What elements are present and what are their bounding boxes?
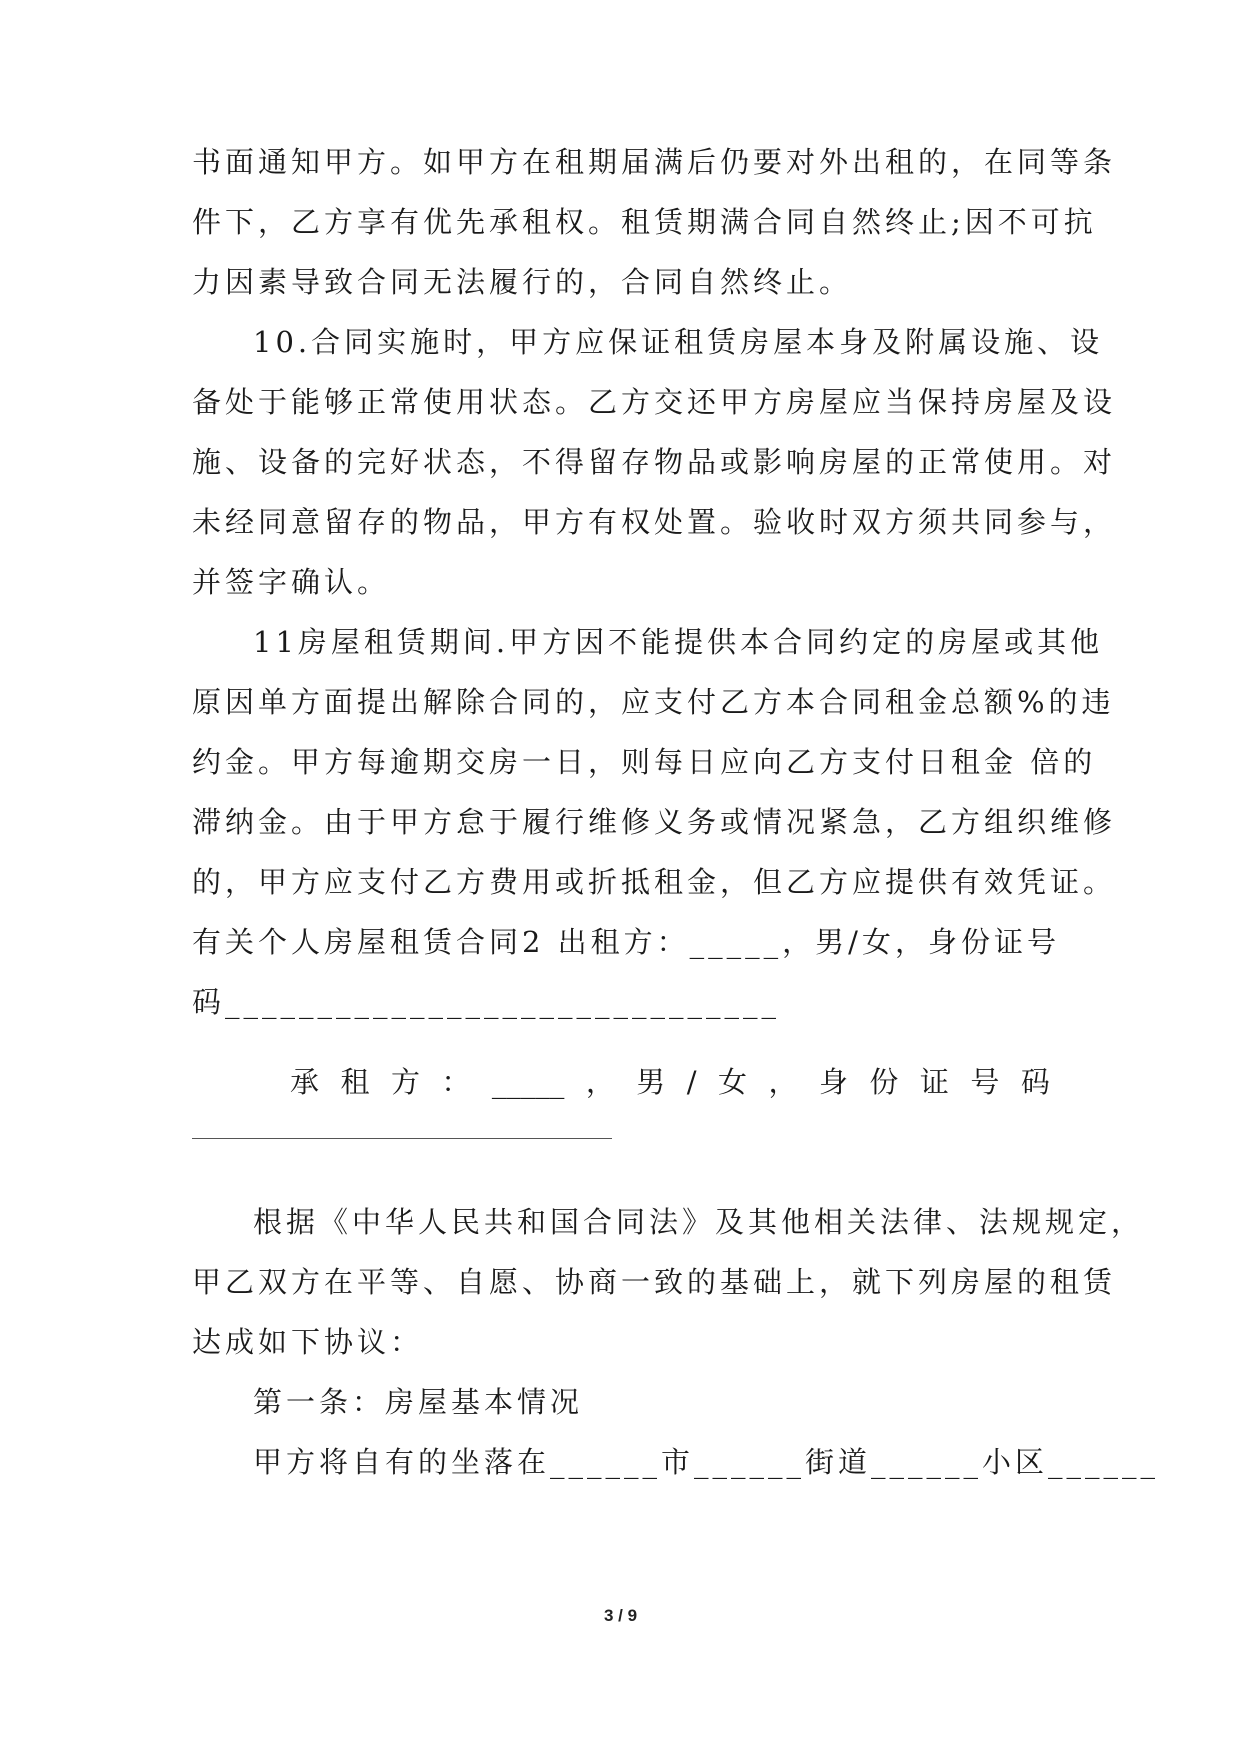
lessee-part: 证 xyxy=(919,1065,949,1099)
intro-line-2: 甲乙双方在平等、自愿、协商一致的基础上，就下列房屋的租赁 xyxy=(192,1265,1117,1299)
paragraph-11-line-1: 11房屋租赁期间.甲方因不能提供本合同约定的房屋或其他 xyxy=(253,625,1104,659)
lessee-part: 码 xyxy=(1020,1065,1050,1099)
paragraph-11-line-5: 的，甲方应支付乙方费用或折抵租金，但乙方应提供有效凭证。 xyxy=(192,865,1117,899)
lessee-part: 号 xyxy=(970,1065,1000,1099)
paragraph-10-line-1: 10.合同实施时，甲方应保证租赁房屋本身及附属设施、设 xyxy=(253,325,1104,359)
intro-line-3: 达成如下协议： xyxy=(192,1325,424,1359)
lessee-name-blank: _____ xyxy=(491,1065,565,1099)
lessee-part: 方 xyxy=(390,1065,420,1099)
lessee-id-blank-line xyxy=(192,1138,612,1139)
paragraph-10-line-3: 施、设备的完好状态，不得留存物品或影响房屋的正常使用。对 xyxy=(192,445,1117,479)
page-number: 3 / 9 xyxy=(603,1606,638,1625)
lessee-part: / xyxy=(686,1065,697,1099)
lessee-part: 男 xyxy=(636,1065,666,1099)
paragraph-9-line-2: 件下，乙方享有优先承租权。租赁期满合同自然终止;因不可抗 xyxy=(192,205,1097,239)
lessor-line: 有关个人房屋租赁合同2 出租方：_____，男/女，身份证号 xyxy=(192,925,1060,959)
paragraph-10-line-2: 备处于能够正常使用状态。乙方交还甲方房屋应当保持房屋及设 xyxy=(192,385,1117,419)
lessee-part: 份 xyxy=(869,1065,899,1099)
paragraph-11-line-4: 滞纳金。由于甲方怠于履行维修义务或情况紧急，乙方组织维修 xyxy=(192,805,1117,839)
lessee-part: ， xyxy=(768,1065,798,1099)
paragraph-11-line-2: 原因单方面提出解除合同的，应支付乙方本合同租金总额%的违 xyxy=(192,685,1115,719)
lessor-id-line: 码______________________________ xyxy=(192,985,781,1019)
paragraph-9-line-1: 书面通知甲方。如甲方在租期届满后仍要对外出租的，在同等条 xyxy=(192,145,1117,179)
lessee-part: ： xyxy=(441,1065,471,1099)
lessee-line xyxy=(290,1062,1050,1102)
intro-line-1: 根据《中华人民共和国合同法》及其他相关法律、法规规定， xyxy=(253,1205,1145,1239)
paragraph-10-line-4: 未经同意留存的物品，甲方有权处置。验收时双方须共同参与， xyxy=(192,505,1117,539)
paragraph-11-line-3: 约金。甲方每逾期交房一日，则每日应向乙方支付日租金 倍的 xyxy=(192,745,1097,779)
lessee-part: 租 xyxy=(340,1065,370,1099)
article-1-line: 甲方将自有的坐落在______市______街道______小区______ xyxy=(253,1445,1160,1479)
lessee-part: 身 xyxy=(818,1065,848,1099)
lessee-part: ， xyxy=(585,1065,615,1099)
lessee-part: 承 xyxy=(290,1065,320,1099)
article-1-title: 第一条：房屋基本情况 xyxy=(253,1385,584,1419)
lessee-part: 女 xyxy=(718,1065,748,1099)
paragraph-9-line-3: 力因素导致合同无法履行的，合同自然终止。 xyxy=(192,265,853,299)
paragraph-10-line-5: 并签字确认。 xyxy=(192,565,391,599)
